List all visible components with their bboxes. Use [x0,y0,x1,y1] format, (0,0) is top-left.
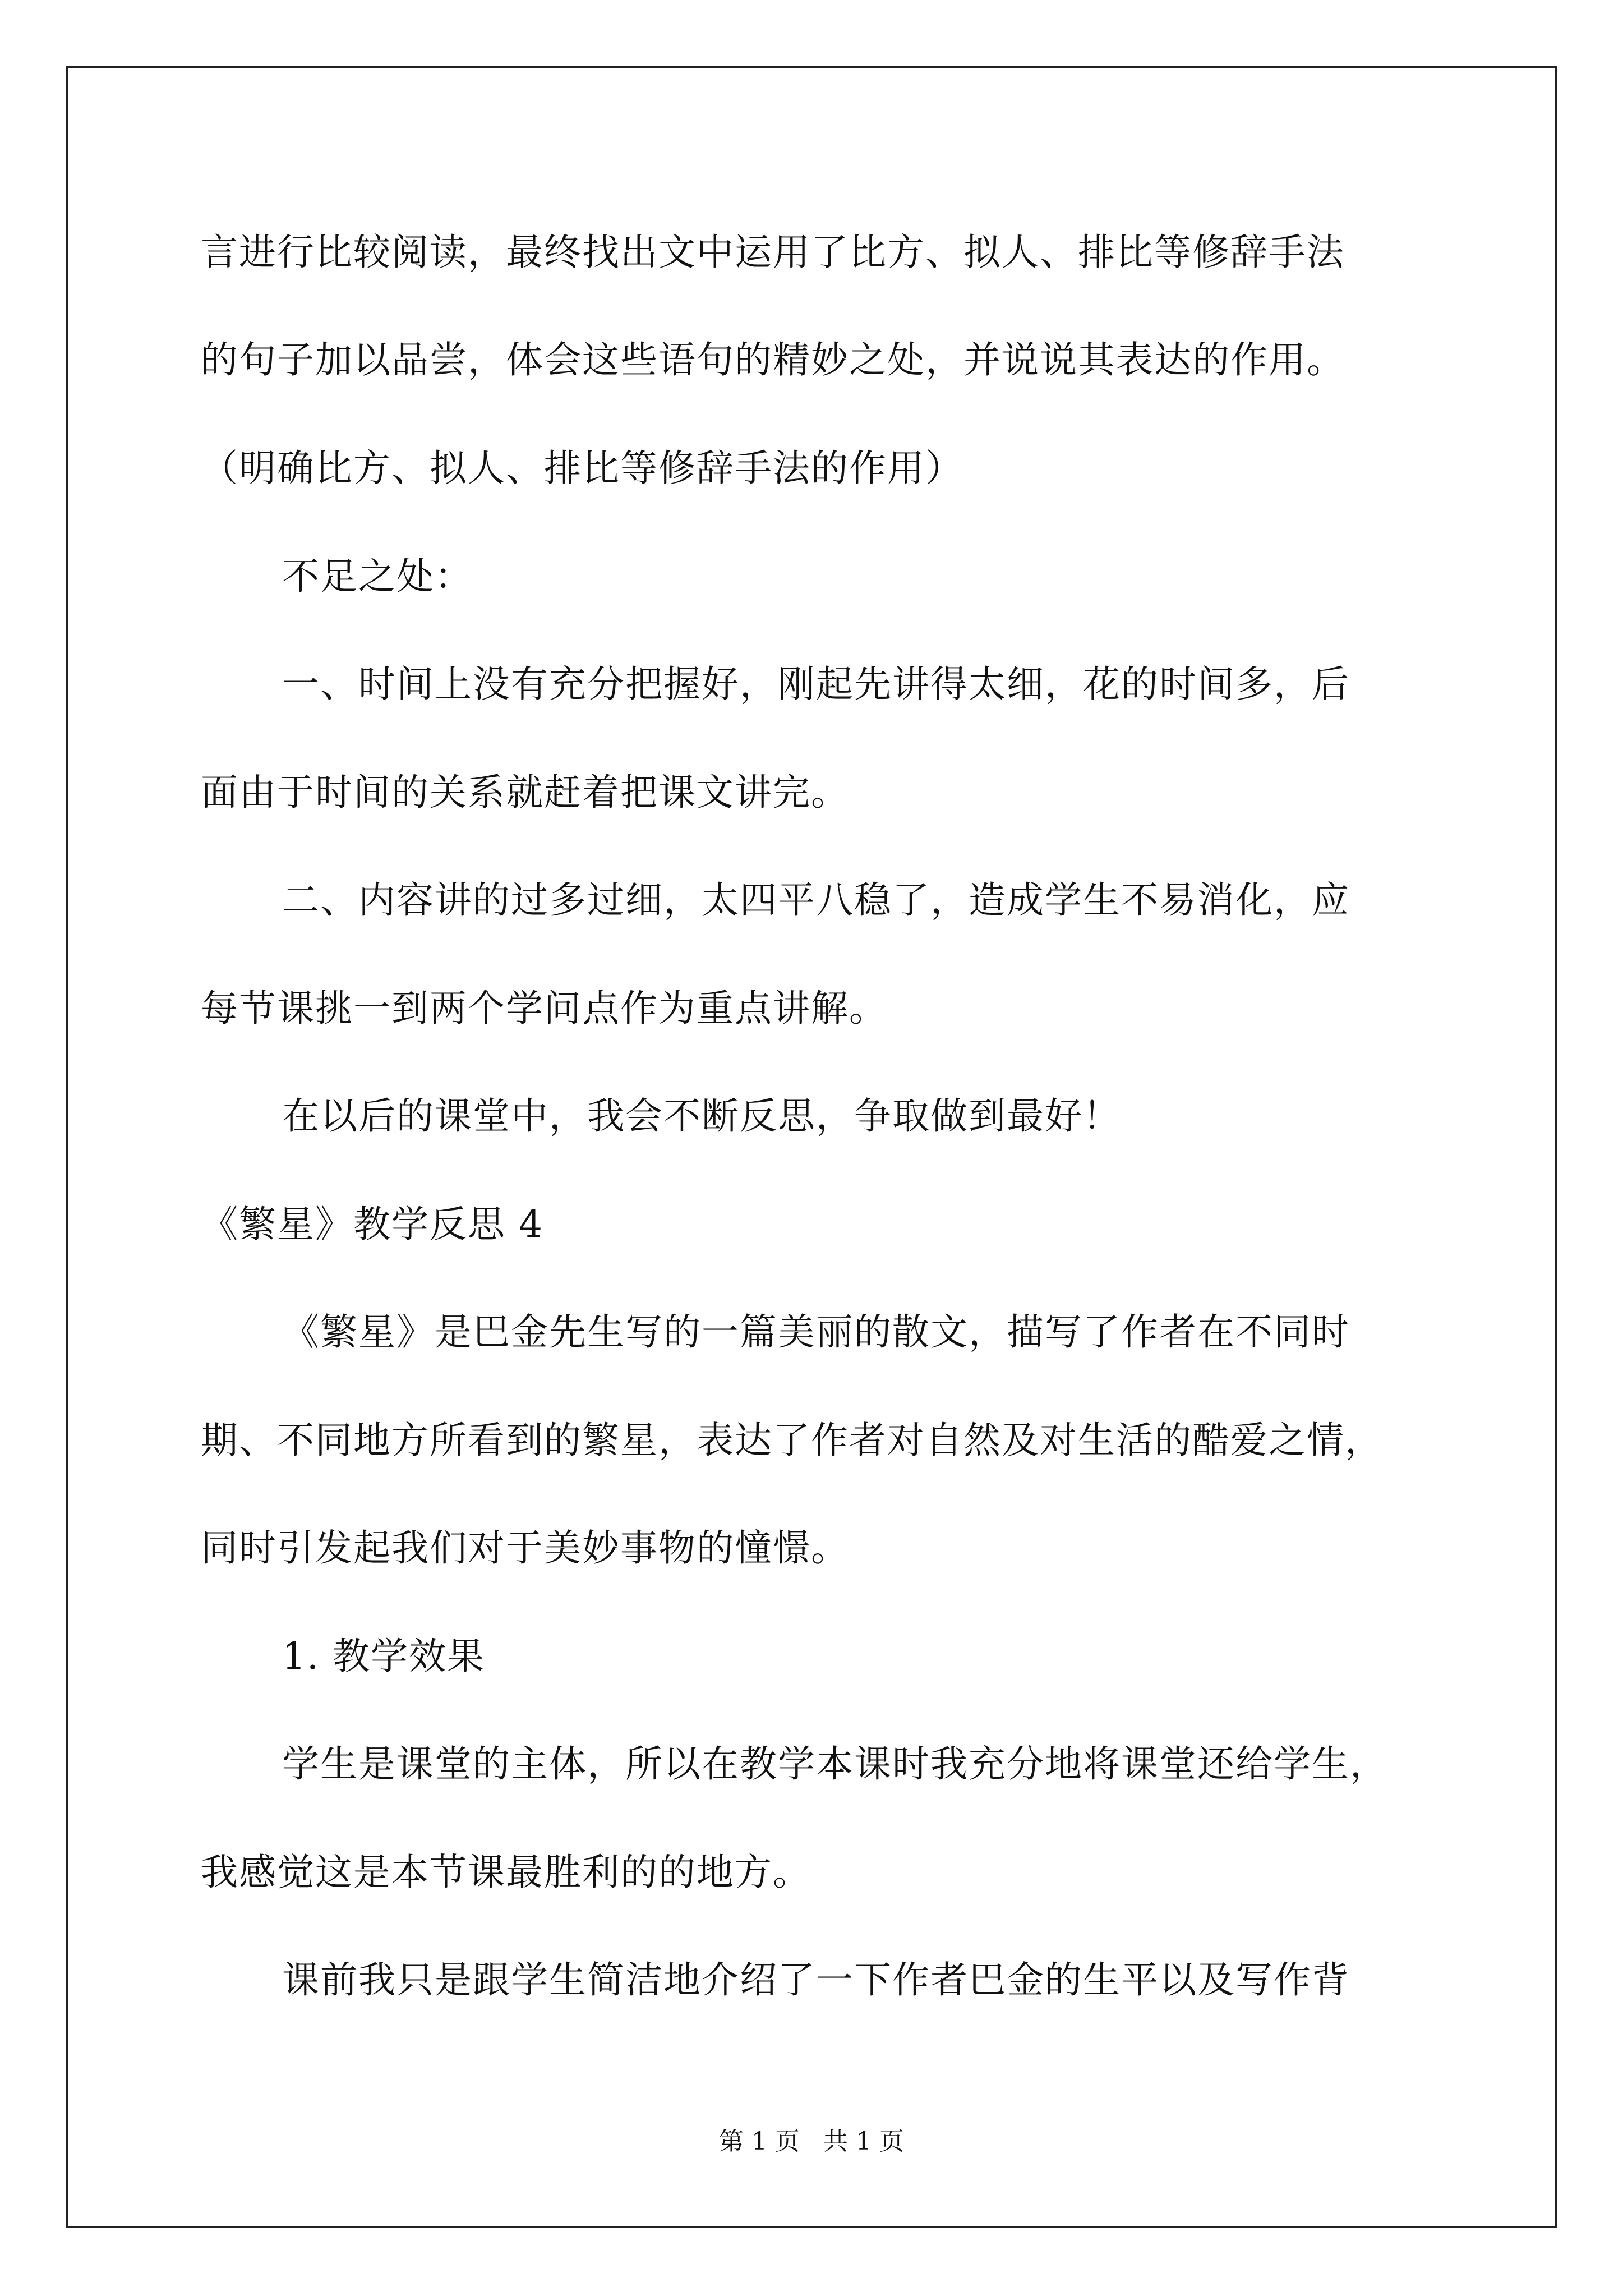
text-line-17: 课前我只是跟学生简洁地介绍了一下作者巴金的生平以及写作背 [282,1958,1350,2001]
page-border [66,66,1557,2228]
text-line-1: 言进行比较阅读，最终找出文中运用了比方、拟人、排比等修辞手法 [201,231,1345,274]
text-line-7: 二、内容讲的过多过细，太四平八稳了，造成学生不易消化，应 [282,878,1350,922]
article-title: 《繁星》教学反思 4 [201,1203,543,1246]
text-line-9: 在以后的课堂中，我会不断反思，争取做到最好！ [282,1094,1121,1138]
text-line-15: 学生是课堂的主体，所以在教学本课时我充分地将课堂还给学生， [282,1742,1388,1786]
text-line-3: （明确比方、拟人、排比等修辞手法的作用） [201,447,963,490]
page-number-footer: 第 1 页 共 1 页 [719,2127,904,2156]
text-line-6: 面由于时间的关系就赶着把课文讲完。 [201,771,849,814]
section-heading-shortcomings: 不足之处： [282,555,473,598]
subsection-heading: 1. 教学效果 [282,1635,485,1678]
text-line-13: 同时引发起我们对于美妙事物的憧憬。 [201,1526,849,1570]
text-line-5: 一、时间上没有充分把握好，刚起先讲得太细，花的时间多，后 [282,662,1350,706]
text-line-12: 期、不同地方所看到的繁星，表达了作者对自然及对生活的酷爱之情， [201,1419,1383,1462]
text-line-2: 的句子加以品尝，体会这些语句的精妙之处，并说说其表达的作用。 [201,338,1345,381]
text-line-16: 我感觉这是本节课最胜利的的地方。 [201,1851,811,1894]
text-line-11: 《繁星》是巴金先生写的一篇美丽的散文，描写了作者在不同时 [282,1310,1350,1354]
text-line-8: 每节课挑一到两个学问点作为重点讲解。 [201,987,887,1030]
